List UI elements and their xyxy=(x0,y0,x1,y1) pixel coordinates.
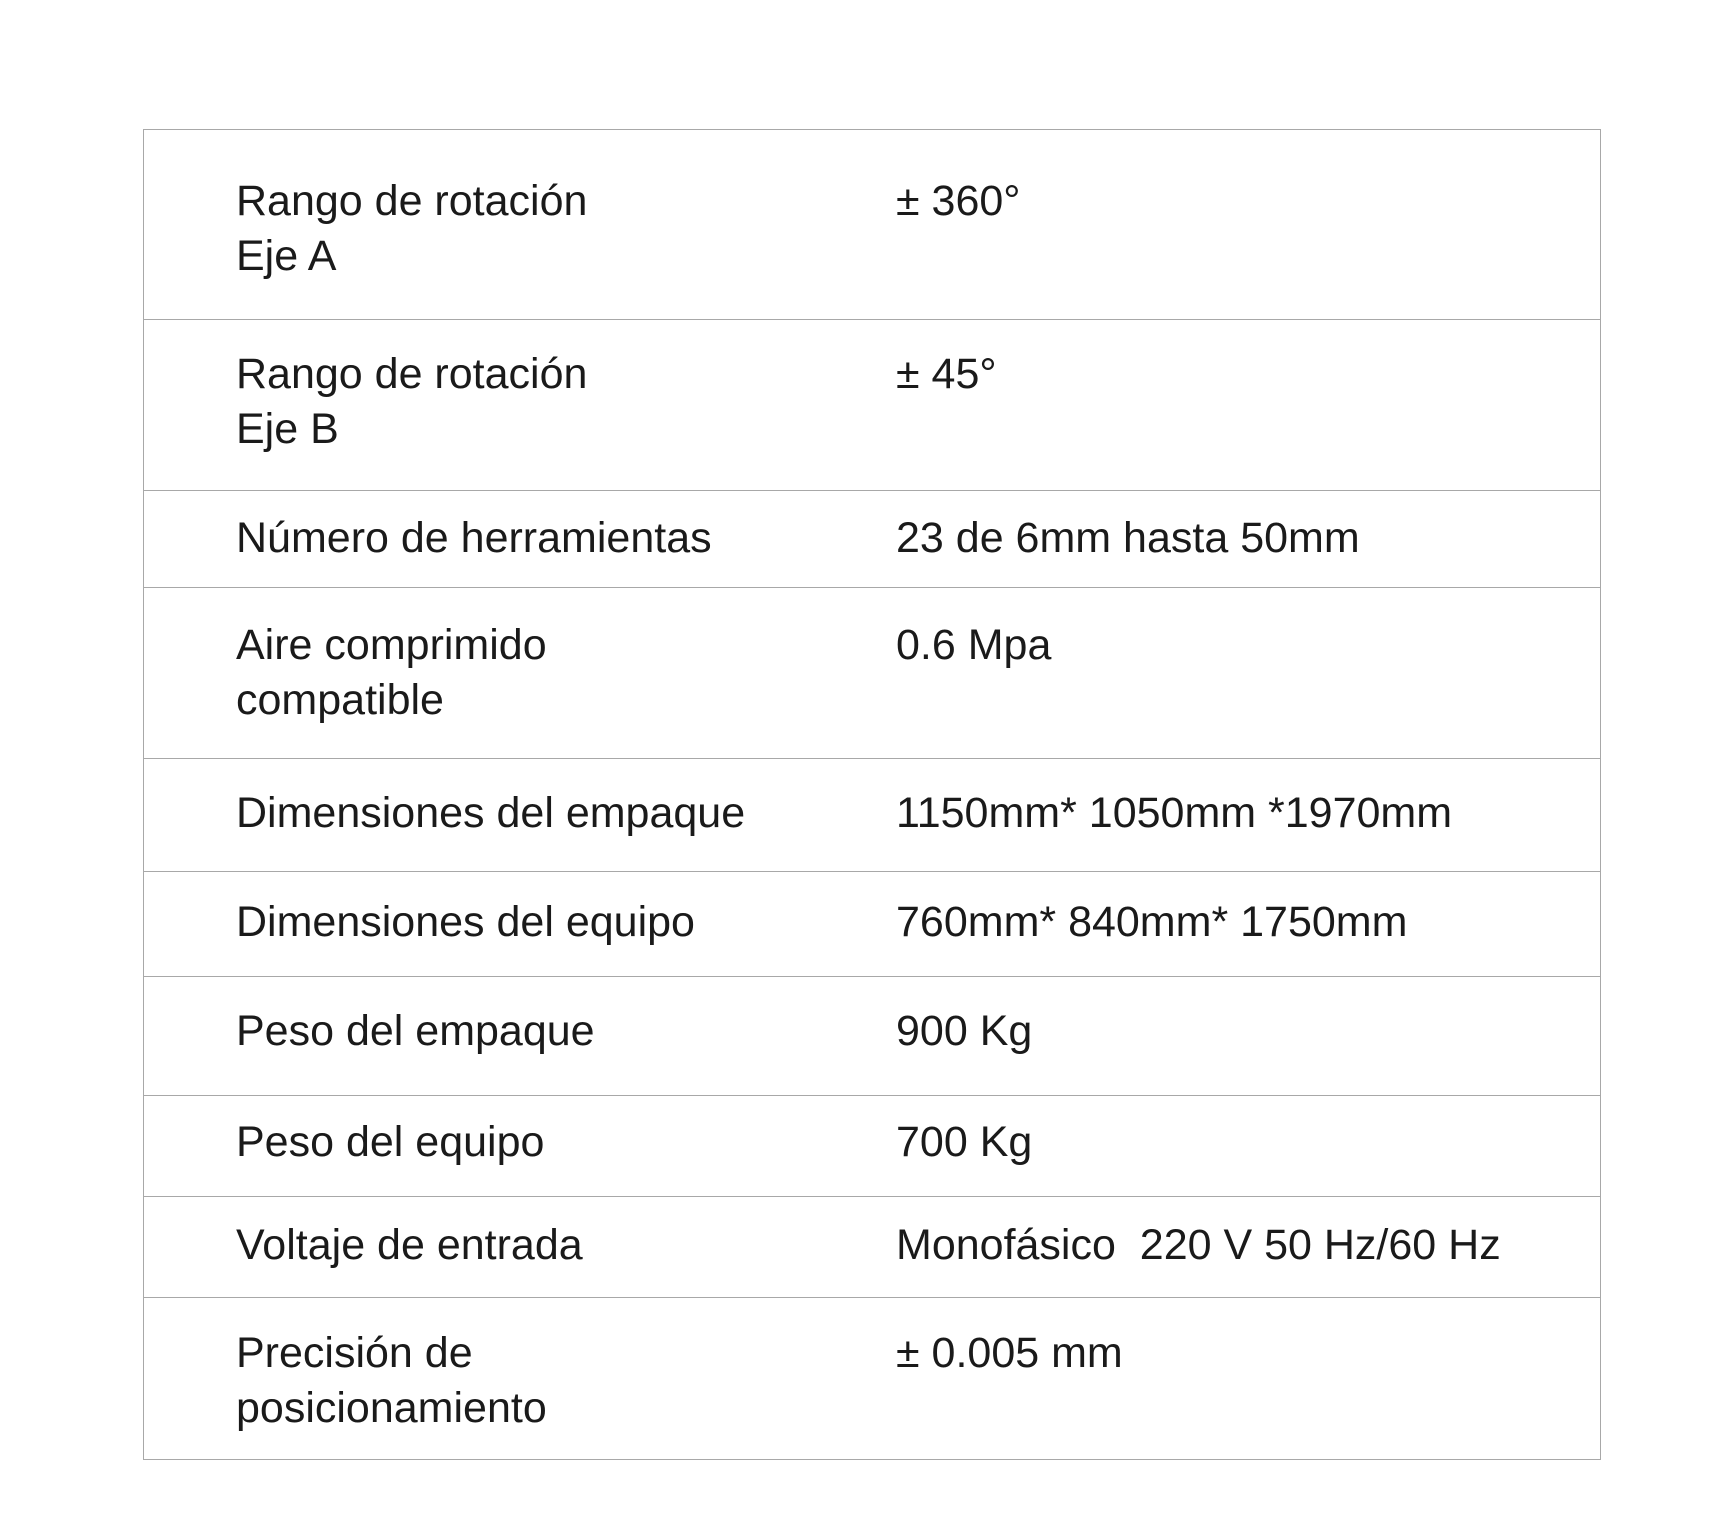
spec-label: Dimensiones del equipo xyxy=(236,898,695,946)
spec-label: Rango de rotación Eje A xyxy=(236,177,588,280)
spec-value: 760mm* 840mm* 1750mm xyxy=(896,898,1408,946)
spec-table xyxy=(143,129,1601,1460)
spec-label: Dimensiones del empaque xyxy=(236,789,746,837)
spec-row-tool-count xyxy=(144,490,1600,587)
spec-row-equipment-weight xyxy=(144,1095,1600,1196)
spec-value: 1150mm* 1050mm *1970mm xyxy=(896,789,1453,837)
spec-label: Número de herramientas xyxy=(236,514,712,562)
spec-value: ± 0.005 mm xyxy=(896,1329,1123,1377)
spec-label: Rango de rotación Eje B xyxy=(236,350,588,453)
spec-row-equipment-dimensions xyxy=(144,871,1600,976)
spec-value: ± 360° xyxy=(896,177,1021,225)
spec-row-rotation-b xyxy=(144,319,1600,490)
spec-value: 0.6 Mpa xyxy=(896,621,1052,669)
spec-row-package-weight xyxy=(144,976,1600,1095)
spec-row-rotation-a xyxy=(144,130,1600,319)
spec-value: 700 Kg xyxy=(896,1118,1033,1166)
spec-value: Monofásico 220 V 50 Hz/60 Hz xyxy=(896,1221,1501,1269)
spec-row-package-dimensions xyxy=(144,758,1600,871)
spec-row-input-voltage xyxy=(144,1196,1600,1297)
spec-label: Peso del equipo xyxy=(236,1118,545,1166)
spec-label: Peso del empaque xyxy=(236,1007,595,1055)
spec-value: 900 Kg xyxy=(896,1007,1033,1055)
spec-label: Precisión de posicionamiento xyxy=(236,1329,547,1432)
spec-value: 23 de 6mm hasta 50mm xyxy=(896,514,1360,562)
spec-label: Aire comprimido compatible xyxy=(236,621,547,724)
spec-label: Voltaje de entrada xyxy=(236,1221,583,1269)
spec-value: ± 45° xyxy=(896,350,997,398)
spec-row-compressed-air xyxy=(144,587,1600,758)
spec-row-positioning-precision xyxy=(144,1297,1600,1459)
